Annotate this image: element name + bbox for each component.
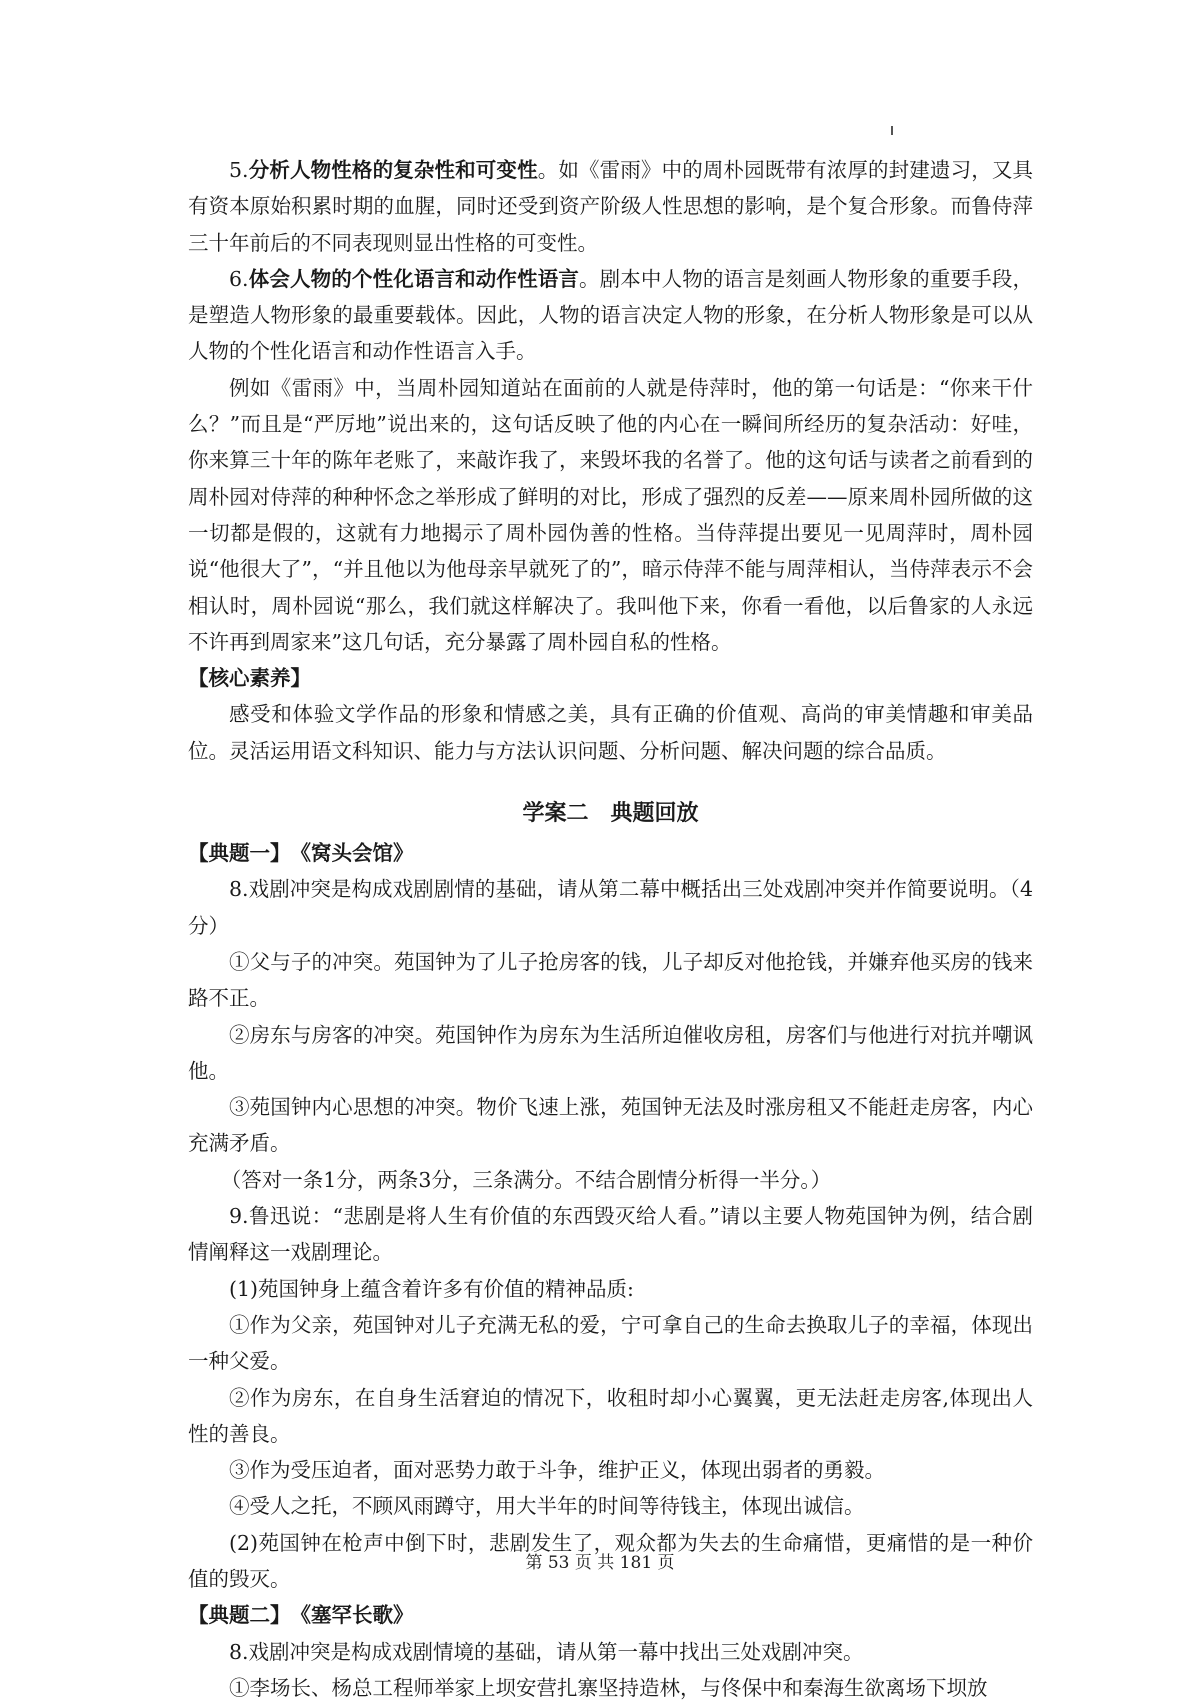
point-text: 。剧本中人物的语言是刻画人物形象的重要手段，是塑造人物形象的最重要载体。因此，人物的语言决定人物的形象，在分析人物形象是可以从人物的个性化语言和动作性语言入手。 xyxy=(188,266,1034,364)
paragraph-point-5 xyxy=(188,152,1033,261)
example-question-1-heading: 【典题一】 《窝头会馆》 xyxy=(188,841,414,866)
answer-item: ②房东与房客的冲突。苑国钟作为房东为生活所迫催收房租，房客们与他进行对抗并嘲讽他。 xyxy=(188,1022,1033,1083)
point-title: 体会人物的个性化语言和动作性语言 xyxy=(248,266,579,291)
answer-item: ④受人之托，不顾风雨蹲守，用大半年的时间等待钱主，体现出诚信。 xyxy=(229,1494,865,1519)
question-8: 8.戏剧冲突是构成戏剧情境的基础，请从第一幕中找出三处戏剧冲突。 xyxy=(229,1639,864,1664)
answer-subheading: (1)苑国钟身上蕴含着许多有价值的精神品质: xyxy=(229,1276,634,1301)
answer-item: ①李场长、杨总工程师举家上坝安营扎寨坚持造林，与佟保中和秦海生欲离场下坝放 xyxy=(229,1675,988,1700)
section-title: 学案二 典题回放 xyxy=(522,801,699,827)
answer-subheading: (2)苑国钟在枪声中倒下时，悲剧发生了，观众都为失去的生命痛惜，更痛惜的是一种价值的毁灭。 xyxy=(188,1530,1033,1591)
content-body xyxy=(188,152,1033,1706)
paragraph-point-6 xyxy=(188,261,1033,370)
question-9: 9.鲁迅说：“悲剧是将人生有价值的东西毁灭给人看。”请以主要人物苑国钟为例，结合剧情阐释这一戏剧理论。 xyxy=(188,1204,1033,1265)
point-title: 分析人物性格的复杂性和可变性 xyxy=(248,158,538,182)
example-paragraph: 例如《雷雨》中，当周朴园知道站在面前的人就是侍萍时，他的第一句话是：“你来干什么？”而且是“严厉地”说出来的，这句话反映了他的内心在一瞬间所经历的复杂活动：好哇，你来算三十年的陈年老账了，来敲诈我了，来毁坏我的名誉了。他的这句话与读者之前看到的周朴园对侍萍的种种怀念之举形成了鲜明的对比，形成了强烈的反差——原来周朴园所做的这一切都是假的，这就有力地揭示了周朴园伪善的性格。当侍萍提出要见一见周萍时，周朴园说“他很大了”，“并且他以为他母亲早就死了的”，暗示侍萍不能与周萍相认，当侍萍表示不会相认时，周朴园说“那么，我们就这样解决了。我叫他下来，你看一看他，以后鲁家的人永远不许再到周家来”这几句话，充分暴露了周朴园自私的性格。 xyxy=(188,375,1033,654)
point-number: 5. xyxy=(229,158,249,182)
answer-item: ③作为受压迫者，面对恶势力敢于斗争，维护正义，体现出弱者的勇毅。 xyxy=(229,1458,885,1483)
example-question-2-heading: 【典题二】 《塞罕长歌》 xyxy=(188,1603,414,1628)
answer-item: ①父与子的冲突。苑国钟为了儿子抢房客的钱，儿子却反对他抢钱，并嫌弃他买房的钱来路不正。 xyxy=(188,949,1033,1011)
point-text: 。如《雷雨》中的周朴园既带有浓厚的封建遗习，又具有资本原始积累时期的血腥，同时还受到资产阶级人性思想的影响，是个复合形象。而鲁侍萍三十年前后的不同表现则显出性格的可变性。 xyxy=(188,158,1034,255)
scoring-note: （答对一条1分，两条3分，三条满分。不结合剧情分析得一半分。） xyxy=(220,1167,832,1192)
answer-item: ③苑国钟内心思想的冲突。物价飞速上涨，苑国钟无法及时涨房租又不能赶走房客，内心充满矛盾。 xyxy=(188,1095,1033,1156)
question-8: 8.戏剧冲突是构成戏剧剧情的基础，请从第二幕中概括出三处戏剧冲突并作简要说明。（4分） xyxy=(188,877,1033,938)
page-mark xyxy=(891,126,893,135)
answer-item: ①作为父亲，苑国钟对儿子充满无私的爱，宁可拿自己的生命去换取儿子的幸福，体现出一种父爱。 xyxy=(188,1312,1033,1374)
answer-item: ②作为房东，在自身生活窘迫的情况下，收租时却小心翼翼，更无法赶走房客,体现出人性的善良。 xyxy=(188,1385,1033,1446)
core-literacy-heading: 【核心素养】 xyxy=(188,666,311,691)
core-literacy-text: 感受和体验文学作品的形象和情感之美，具有正确的价值观、高尚的审美情趣和审美品位。灵活运用语文科知识、能力与方法认识问题、分析问题、解决问题的综合品质。 xyxy=(188,702,1033,763)
point-number: 6. xyxy=(229,266,249,291)
page-footer: 第 53 页 共 181 页 xyxy=(525,1553,675,1573)
